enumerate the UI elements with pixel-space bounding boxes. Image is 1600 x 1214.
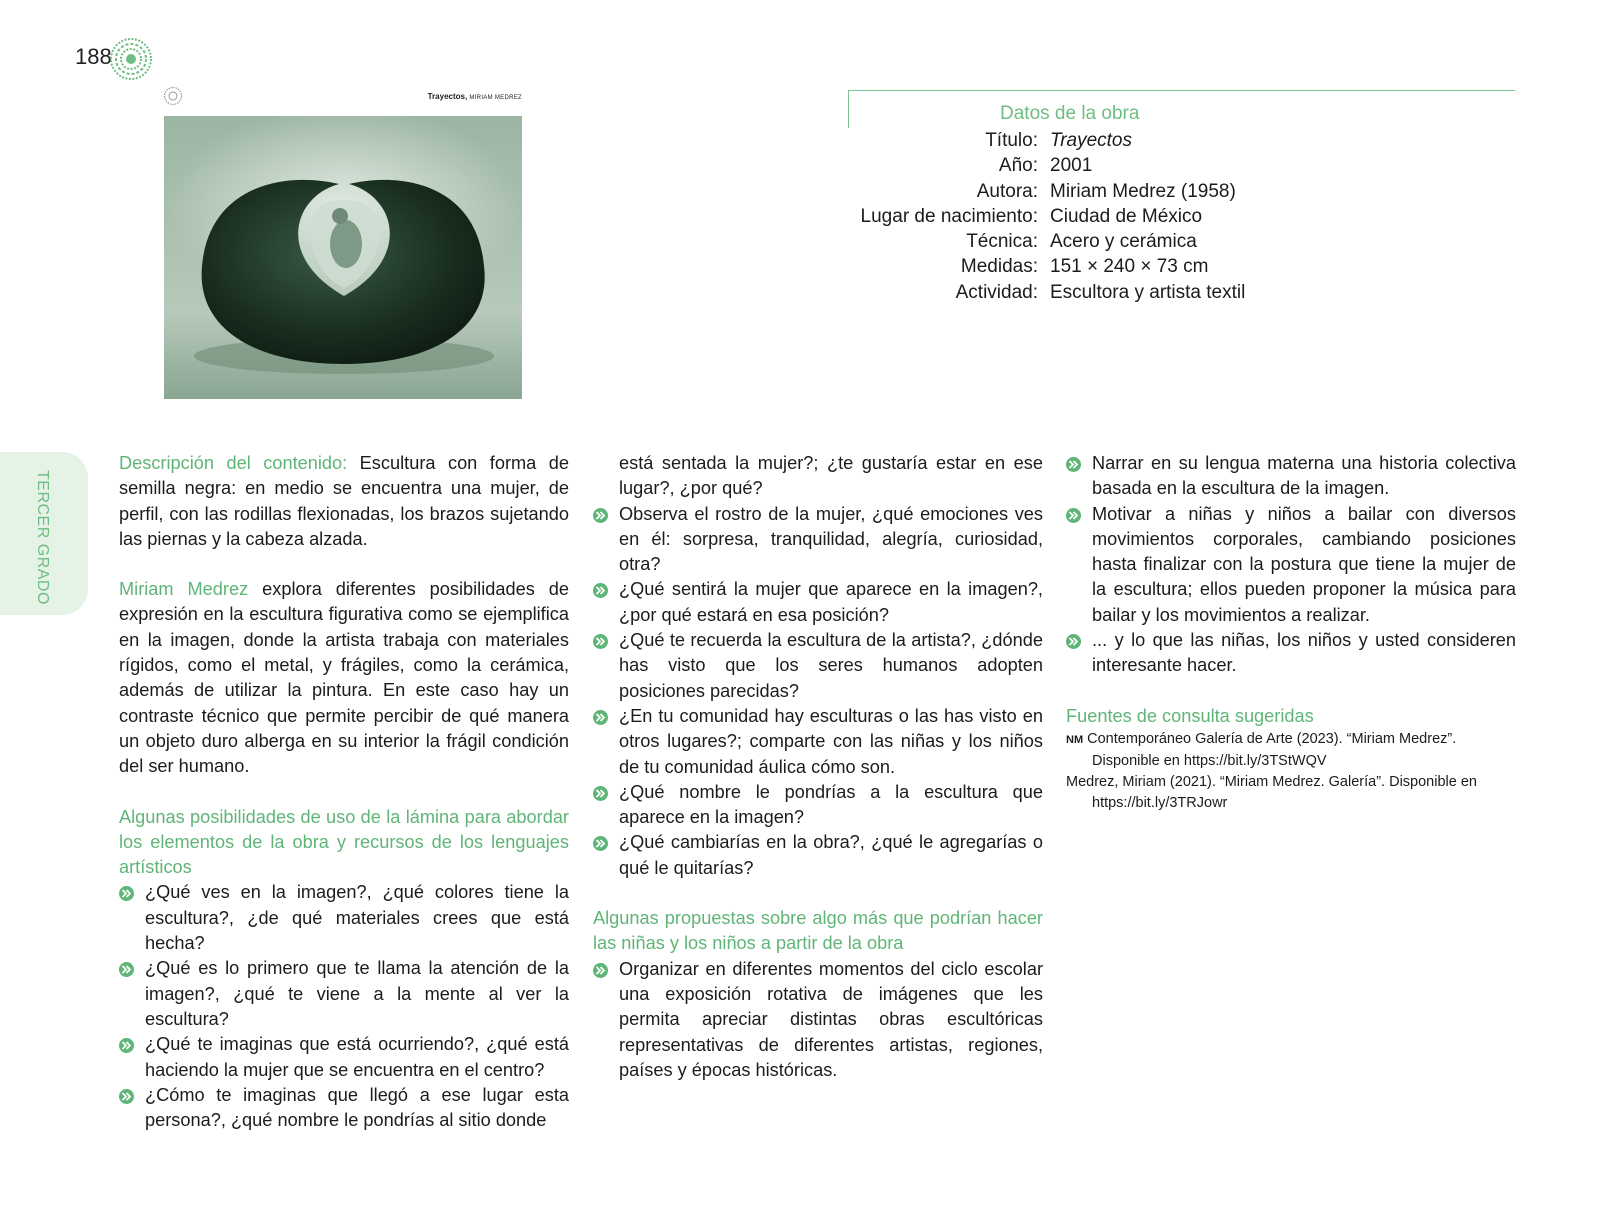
datos-row-titulo — [840, 128, 1245, 153]
list-item — [119, 1032, 569, 1083]
datos-value: Miriam Medrez (1958) — [1050, 180, 1236, 202]
datos-label: Autora: — [976, 180, 1038, 202]
list-item — [1066, 451, 1516, 502]
proposals-heading: Algunas propuestas sobre algo más que podrían hacer las niñas y los niños a partir de la obra — [593, 908, 1043, 954]
list-item-text: Motivar a niñas y niños a bailar con diversos movimientos corporales, cambiando posiciones hasta finalizar con la postura que tiene la mujer de la escultura; ellos pueden proponer la música para bailar y los movimientos a realizar. — [1092, 503, 1516, 625]
uses-list — [119, 880, 569, 1133]
datos-value: Trayectos — [1050, 130, 1133, 151]
list-item-text: ... y lo que las niñas, los niños y usted consideren interesante hacer. — [1092, 630, 1516, 676]
artist-name: Miriam Medrez — [119, 579, 249, 600]
list-item — [593, 780, 1043, 831]
photo-caption-author: MIRIAM MEDREZ — [469, 95, 522, 101]
datos-table — [840, 128, 1245, 305]
datos-label: Actividad: — [955, 281, 1038, 303]
list-item-text: ¿Cómo te imaginas que llegó a ese lugar esta persona?, ¿qué nombre le pondrías al sitio donde — [145, 1084, 569, 1131]
datos-label: Lugar de nacimiento: — [860, 205, 1038, 227]
source-reference: Medrez, Miriam (2021). “Miriam Medrez. Galería”. Disponible en https://bit.ly/3TRJowr — [1066, 773, 1477, 811]
double-chevron-icon — [593, 836, 608, 851]
double-chevron-icon — [593, 583, 608, 598]
artist-text: explora diferentes posibilidades de expresión en la escultura figurativa como se ejemplifica en la imagen, donde la artista trabaja con materiales rígidos, como el metal, y frágiles, como la cerámica, además de utilizar la pintura. En este caso hay un contraste técnico que permite percibir de qué manera un objeto duro alberga en su interior la frágil condición del ser humano. — [119, 579, 569, 777]
artist-paragraph — [119, 577, 569, 779]
photo-caption — [360, 92, 522, 101]
list-item — [593, 577, 1043, 628]
page-number: 188 — [75, 44, 112, 69]
list-item-text: ¿Qué ves en la imagen?, ¿qué colores tiene la escultura?, ¿de qué materiales crees que está hecha? — [145, 882, 569, 954]
sources-heading: Fuentes de consulta sugeridas — [1066, 705, 1314, 726]
double-chevron-icon — [1066, 508, 1081, 523]
list-item-text: ¿Qué te recuerda la escultura de la artista?, ¿dónde has visto que los seres humanos adopten posiciones parecidas? — [619, 630, 1043, 701]
list-item-text: ¿Qué nombre le pondrías a la escultura que aparece en la imagen? — [619, 781, 1043, 828]
datos-row-anio — [840, 153, 1245, 178]
list-item — [593, 830, 1043, 881]
column-3 — [1066, 451, 1516, 814]
double-chevron-icon — [1066, 457, 1081, 472]
double-chevron-icon — [1066, 634, 1081, 649]
datos-row-medidas — [840, 254, 1245, 279]
datos-label: Título: — [985, 130, 1038, 151]
photo-badge-icon — [163, 86, 183, 106]
datos-frame-top-line — [848, 90, 1515, 91]
double-chevron-icon — [119, 886, 134, 901]
double-chevron-icon — [119, 962, 134, 977]
datos-row-lugar — [840, 204, 1245, 229]
list-item — [593, 704, 1043, 780]
column-1 — [119, 451, 569, 1133]
list-item — [593, 628, 1043, 704]
list-item — [119, 956, 569, 1032]
datos-row-tecnica — [840, 229, 1245, 254]
proposals-continued-list — [1066, 451, 1516, 679]
sunburst-logo-icon — [110, 38, 152, 80]
datos-label: Técnica: — [966, 231, 1038, 253]
continuation-text: está sentada la mujer?; ¿te gustaría estar en ese lugar?, ¿por qué? — [619, 453, 1043, 499]
datos-title: Datos de la obra — [1000, 103, 1140, 124]
proposals-list — [593, 957, 1043, 1083]
datos-row-actividad — [840, 280, 1245, 305]
list-item — [1066, 502, 1516, 628]
grade-label: TERCER GRADO — [34, 470, 51, 605]
list-item-text: Narrar en su lengua materna una historia colectiva basada en la escultura de la imagen. — [1092, 453, 1516, 499]
column-2 — [593, 451, 1043, 1083]
description-text: Escultura con forma de semilla negra: en medio se encuentra una mujer, de perfil, con las rodillas flexionadas, los brazos sujetando las piernas y la cabeza alzada. — [119, 453, 569, 549]
double-chevron-icon — [593, 634, 608, 649]
datos-value: Ciudad de México — [1050, 205, 1203, 227]
list-item — [593, 502, 1043, 578]
uses-heading: Algunas posibilidades de uso de la lámina para abordar los elementos de la obra y recursos de los lenguajes artísticos — [119, 806, 569, 878]
datos-value: Acero y cerámica — [1050, 231, 1197, 253]
datos-value: Escultora y artista textil — [1050, 281, 1246, 303]
list-item-text: Organizar en diferentes momentos del ciclo escolar una exposición rotativa de imágenes que les permita apreciar distintas obras escultóricas representativas de diferentes artistas, regiones, países y épocas históricas. — [619, 958, 1043, 1080]
list-item-text: Observa el rostro de la mujer, ¿qué emociones ves en él: sorpresa, tranquilidad, alegría, curiosidad, otra? — [619, 503, 1043, 575]
source-text: Contemporáneo Galería de Arte (2023). “Miriam Medrez”. Disponible en https://bit.ly/3TStWQV — [1083, 730, 1457, 769]
datos-row-autora — [840, 179, 1245, 204]
sources-list — [1066, 729, 1516, 814]
grade-side-tab — [0, 452, 88, 615]
list-item — [119, 880, 569, 956]
questions-list — [593, 502, 1043, 881]
datos-label: Medidas: — [960, 256, 1038, 278]
source-reference — [1066, 729, 1516, 772]
datos-label: Año: — [998, 155, 1038, 177]
list-item-text: ¿Qué sentirá la mujer que aparece en la imagen?, ¿por qué estará en esa posición? — [619, 579, 1043, 625]
datos-frame-left-line — [848, 90, 849, 128]
datos-value: 2001 — [1050, 155, 1093, 177]
double-chevron-icon — [593, 508, 608, 523]
list-item — [593, 957, 1043, 1083]
sculpture-photo — [164, 116, 522, 399]
list-item-text: ¿Qué te imaginas que está ocurriendo?, ¿qué está haciendo la mujer que se encuentra en el centro? — [145, 1034, 569, 1080]
source-prefix: NM — [1066, 733, 1084, 746]
photo-caption-title: Trayectos, — [427, 92, 468, 101]
double-chevron-icon — [119, 1038, 134, 1053]
list-item-text: ¿Qué es lo primero que te llama la atención de la imagen?, ¿qué te viene a la mente al ver la escultura? — [145, 958, 569, 1029]
list-item — [1066, 628, 1516, 679]
double-chevron-icon — [593, 786, 608, 801]
double-chevron-icon — [593, 710, 608, 725]
description-paragraph — [119, 451, 569, 552]
list-item-text: ¿En tu comunidad hay esculturas o las has visto en otros lugares?; comparte con las niñas y los niños de tu comunidad áulica cómo son. — [619, 705, 1043, 777]
list-item — [119, 1083, 569, 1134]
description-label: Descripción del contenido: — [119, 453, 348, 473]
list-item-text: ¿Qué cambiarías en la obra?, ¿qué le agregarías o qué le quitarías? — [619, 832, 1043, 878]
double-chevron-icon — [593, 963, 608, 978]
datos-value: 151 × 240 × 73 cm — [1050, 256, 1209, 278]
double-chevron-icon — [119, 1089, 134, 1104]
